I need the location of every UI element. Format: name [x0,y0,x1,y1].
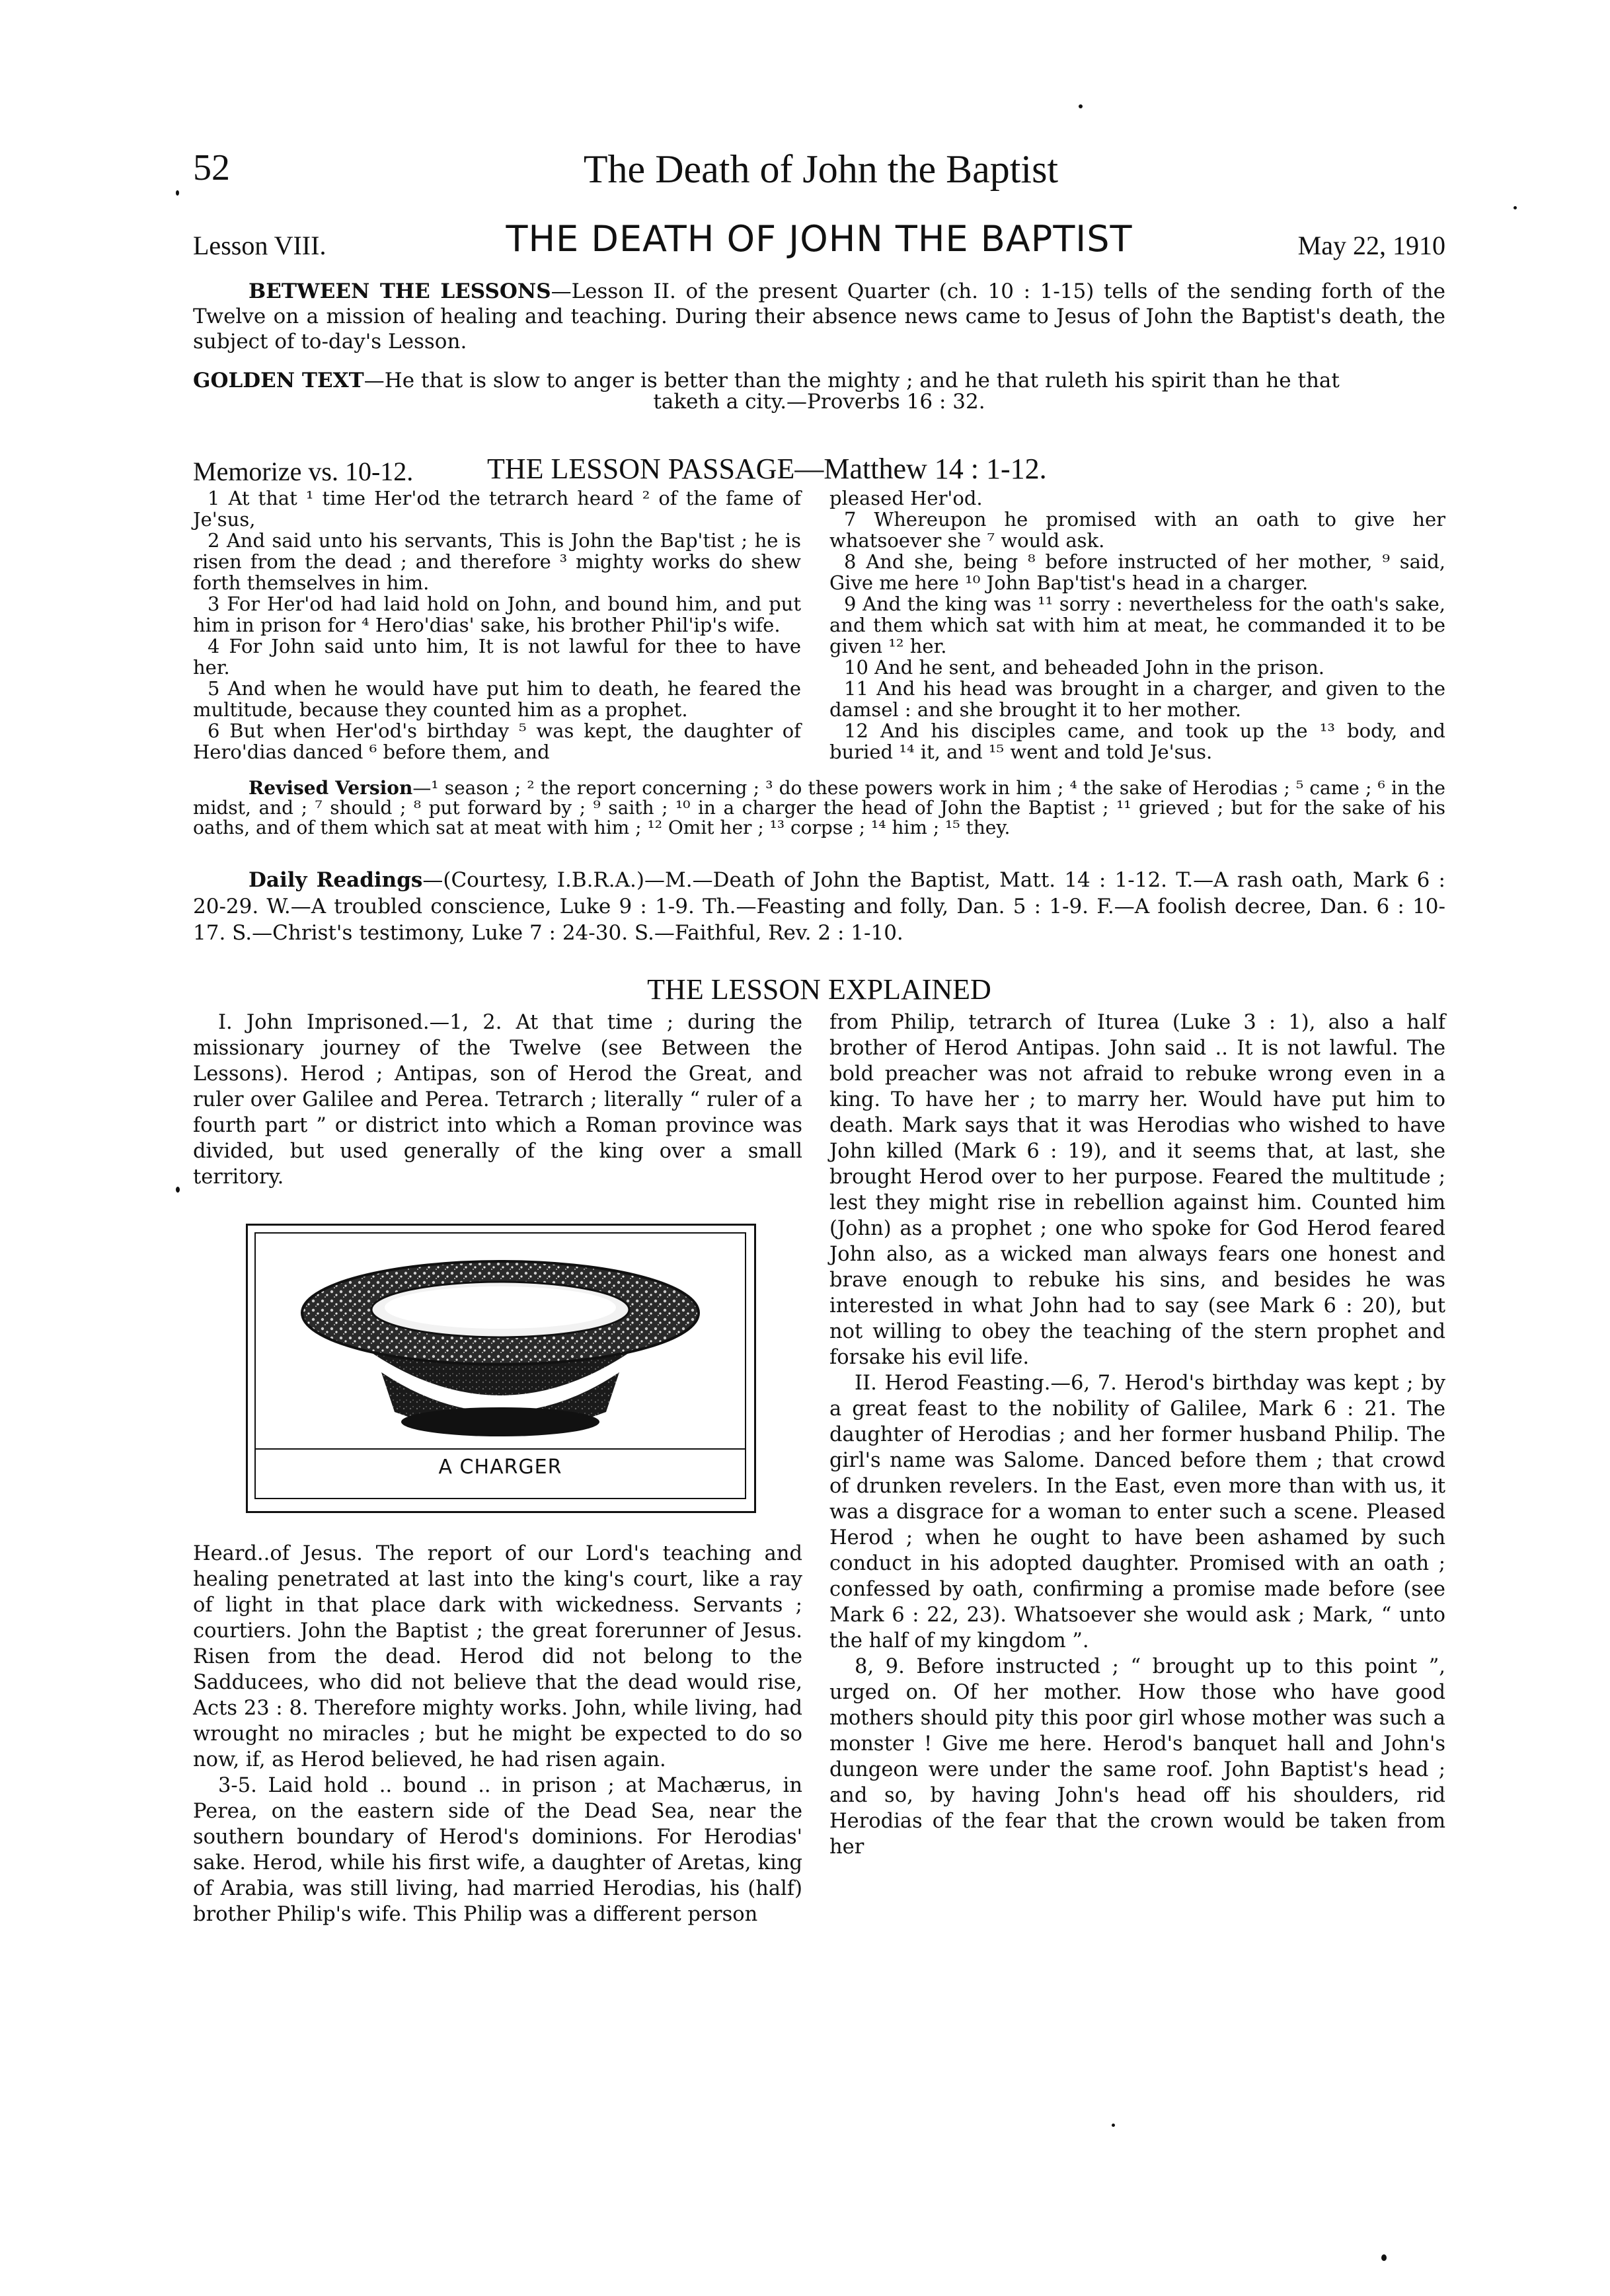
figure-caption: A CHARGER [438,1456,562,1479]
golden-line-1: —He that is slow to anger is better than the mighty ; and he that ruleth his spirit than he that [364,369,1340,392]
revised-version [193,778,1445,838]
lesson-explained-title: THE LESSON EXPLAINED [647,973,991,1006]
passage-left-column [193,488,801,762]
between-label: BETWEEN THE LESSONS [249,279,551,303]
verse: 2 And said unto his servants, This is John the Bap'tist ; he is risen from the dead ; and therefore ³ mighty works do shew forth themselves in him. [193,529,801,594]
print-speck [176,190,179,196]
verse: 12 And his disciples came, and took up the ¹³ body, and buried ¹⁴ it, and ¹⁵ went and told Je'sus. [829,720,1445,763]
lesson-line [193,218,1445,271]
print-speck [1381,2254,1387,2261]
passage-right-column [829,488,1445,762]
explained-paragraph: II. Herod Feasting.—6, 7. Herod's birthday was kept ; by a great feast to the nobility of Galilee, Mark 6 : 21. The daughter of Herodias ; and her former husband Philip. The girl's name was Salome. Danced before them ; that crowd of drunken revelers. In the East, even more than with us, it was a disgrace for a woman to enter such a scene. Pleased Herod ; when he ought to have been ashamed by such conduct in his adopted daughter. Promised with an oath ; confessed by oath, confirming a promise made before (see Mark 6 : 22, 23). Whatsoever she would ask ; Mark, “ unto the half of my kingdom ”. [829,1372,1445,1652]
explained-paragraph: 8, 9. Before instructed ; “ brought up to this point ”, urged on. Of her mother. How those who have good mothers should pity this poor girl whose mother was such a monster ! Give me here. Herod's banquet hall and John's dungeon were under the same roof. John Baptist's head ; and so, by having John's head off his shoulders, rid Herodias of the fear that the crown would be taken from her [829,1655,1445,1859]
explained-paragraph: I. John Imprisoned.—1, 2. At that time ; during the missionary journey of the Twelve (see Between the Lessons). Herod ; Antipas, son of Herod the Great, and ruler over Galilee and Perea. Tetrarch ; literally “ ruler of a fourth part ” or district into which a Roman province was divided, but used generally of the king over a small territory. [193,1011,802,1189]
verse: 10 And he sent, and beheaded John in the prison. [844,656,1324,679]
lesson-title: THE DEATH OF JOHN THE BAPTIST [506,218,1133,260]
verse: 5 And when he would have put him to death, he feared the multitude, because they counted him as a prophet. [193,677,801,721]
print-speck [176,1187,180,1193]
explained-left-top [193,1010,802,1190]
memorize-verses: Memorize vs. 10-12. [193,457,414,486]
print-speck [1112,2124,1115,2127]
verse: 1 At that ¹ time Her'od the tetrarch heard ² of the fame of Je'sus, [193,487,801,531]
between-the-lessons [193,279,1445,354]
verse: 9 And the king was ¹¹ sorry : nevertheless for the oath's sake, and them which sat with him at meat, he commanded it to be given ¹² her. [829,593,1445,657]
daily-label: Daily Readings [249,868,423,892]
golden-text [193,370,1445,412]
explained-paragraph: from Philip, tetrarch of Iturea (Luke 3 : 1), also a half brother of Herod Antipas. John said .. It is not lawful. The bold preacher was not afraid to rebuke wrong even in a king. To have her ; to marry her. Would have put him to death. Mark says that it was Herodias who wished to have John killed (Mark 6 : 19), and it seems that, at last, she brought Herod over to her purpose. Feared the multitude ; lest they might rise in rebellion against him. Counted him (John) as a prophet ; one who spoke for God Herod feared John also, as a wicked man always fears one honest and brave enough to rebuke his sins, and besides he was interested in what John had to say (see Mark 6 : 20), but not willing to obey the teaching of the stern prophet and forsake his evil life. [829,1011,1445,1369]
revised-text: —¹ season ; ² the report concerning ; ³ do these powers work in him ; ⁴ the sake of Herodias ; ⁵ came ; ⁶ in the midst, and ; ⁷ should ; ⁸ put forward by ; ⁹ saith ; ¹⁰ in a charger the head of John the Baptist ; ¹¹ grieved ; but for the sake of his oaths, and of them which sat at meat with him ; ¹² Omit her ; ¹³ corpse ; ¹⁴ him ; ¹⁵ they. [193,777,1445,838]
passage-heading [193,452,1445,485]
figure-frame [254,1232,746,1499]
lesson-date: May 22, 1910 [1297,231,1445,260]
passage-title: THE LESSON PASSAGE—Matthew 14 : 1-12. [487,453,1047,485]
charger-figure [246,1224,756,1513]
golden-label: GOLDEN TEXT [193,369,364,392]
running-head [193,147,1449,206]
verse: 11 And his head was brought in a charger, and given to the damsel : and she brought it to her mother. [829,677,1445,721]
between-text: —Lesson II. of the present Quarter (ch. 10 : 1-15) tells of the sending forth of the Twelve on a mission of healing and teaching. During their absence news came to Jesus of John the Baptist's death, the subject of to-day's Lesson. [193,279,1445,353]
verse: 8 And she, being ⁸ before instructed of her mother, ⁹ said, Give me here ¹⁰ John Bap'tist's head in a charger. [829,550,1445,594]
verse: pleased Her'od. [829,487,983,509]
verse: 4 For John said unto him, It is not lawful for thee to have her. [193,635,801,679]
verse: 7 Whereupon he promised with an oath to give her whatsoever she ⁷ would ask. [829,508,1445,552]
charger-illustration [256,1234,745,1450]
explained-left-bottom [193,1541,802,1927]
revised-label: Revised Version [249,777,413,799]
lesson-number: Lesson VIII. [193,231,326,260]
explained-paragraph: 3-5. Laid hold .. bound .. in prison ; at Machærus, in Perea, on the eastern side of the Dead Sea, near the southern boundary of Herod's dominions. For Herodias' sake. Herod, while his first wife, a daughter of Aretas, king of Arabia, was still living, had married Herodias, his (half) brother Philip's wife. This Philip was a different person [193,1774,802,1926]
daily-text: —(Courtesy, I.B.R.A.)—M.—Death of John the Baptist, Matt. 14 : 1-12. T.—A rash oath, Mark 6 : 20-29. W.—A troubled conscience, Luke 9 : 1-9. Th.—Feasting and folly, Dan. 5 : 1-9. F.—A foolish decree, Dan. 6 : 10-17. S.—Christ's testimony, Luke 7 : 24-30. S.—Faithful, Rev. 2 : 1-10. [193,868,1445,945]
explained-right-column [829,1010,1445,1860]
verse: 6 But when Her'od's birthday ⁵ was kept, the daughter of Hero'dias danced ⁶ before them, and [193,720,801,763]
golden-line-2: taketh a city.—Proverbs 16 : 32. [653,390,985,414]
explained-paragraph: Heard..of Jesus. The report of our Lord's teaching and healing penetrated at last into the king's court, like a ray of light in that place dark with wickedness. Servants ; courtiers. John the Baptist ; the great forerunner of Jesus. Risen from the dead. Herod did not belong to the Sadducees, who did not believe that the dead would rise, Acts 23 : 8. Therefore mighty works. John, while living, had wrought no miracles ; but he might be expected to do so now, if, as Herod believed, he had risen again. [193,1542,802,1771]
verse: 3 For Her'od had laid hold on John, and bound him, and put him in prison for ⁴ Hero'dias' sake, his brother Phil'ip's wife. [193,593,801,636]
running-title: The Death of John the Baptist [583,147,1059,191]
page-number: 52 [193,147,230,188]
daily-readings [193,867,1445,946]
print-speck [1079,104,1083,108]
print-speck [1514,206,1517,209]
